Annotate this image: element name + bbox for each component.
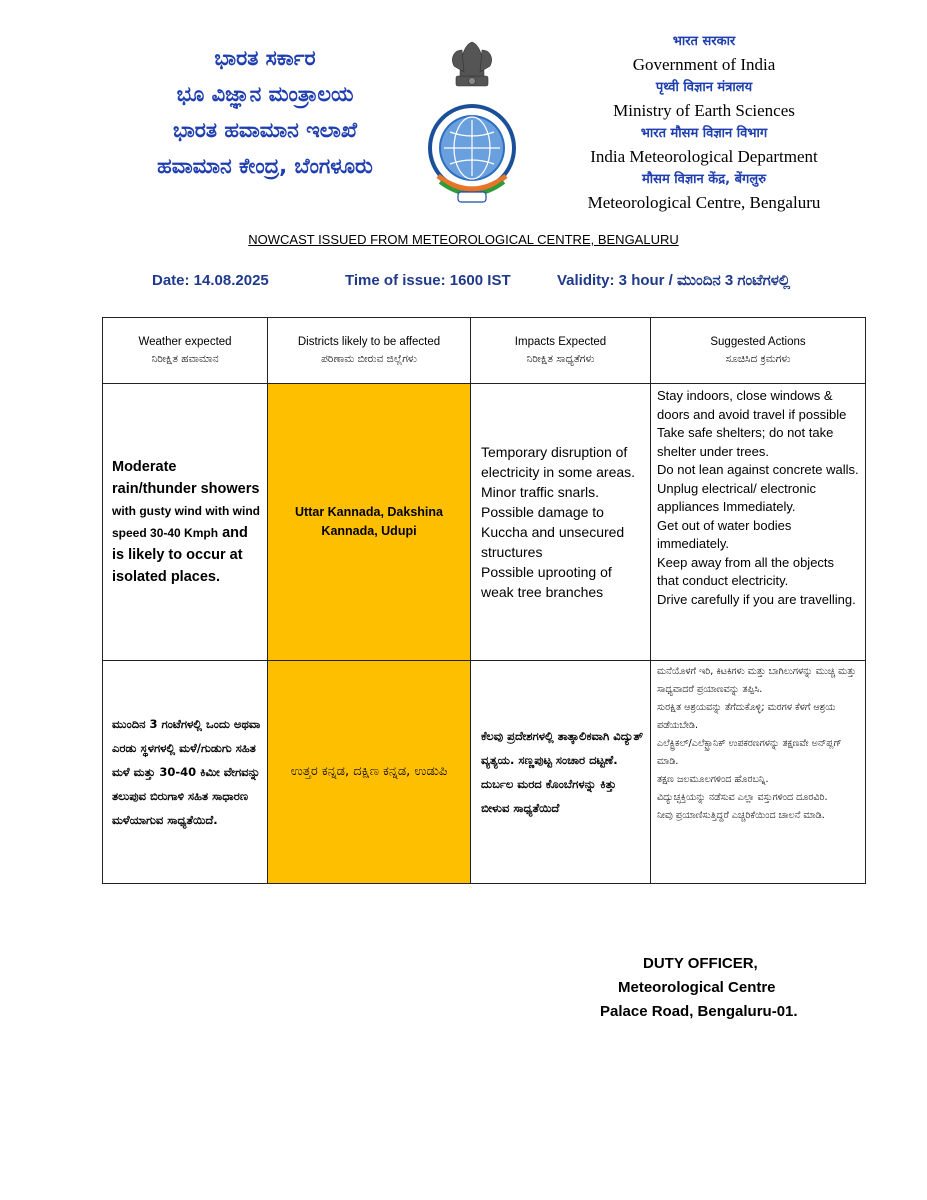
districts-kn: ಉತ್ತರ ಕನ್ನಡ, ದಕ್ಷಿಣ ಕನ್ನಡ, ಉಡುಪಿ	[268, 661, 471, 884]
signature-block	[600, 952, 798, 1024]
impacts-kn: ಕೆಲವು ಪ್ರದೇಶಗಳಲ್ಲಿ ತಾತ್ಕಾಲಿಕವಾಗಿ ವಿದ್ಯುತ್ ವ್ಯತ್ಯಯ. ಸಣ್ಣಪುಟ್ಟ ಸಂಚಾರ ದಟ್ಟಣೆ. ದುರ್ಬಲ ಮರದ ಕೊಂಬೆಗಳನ್ನು ಕಿತ್ತು ಬೀಳುವ ಸಾಧ್ಯತೆಯಿದೆ	[471, 661, 651, 884]
action-item: Stay indoors, close windows & doors and avoid travel if possible	[657, 388, 847, 422]
kannada-header-line-4: ಹವಾಮಾನ ಕೇಂದ್ರ, ಬೆಂಗಳೂರು	[157, 154, 373, 178]
hindi-line-2: पृथ्वी विज्ञान मंत्रालय	[655, 80, 753, 95]
impact-item: Possible damage to Kuccha and unsecured structures	[481, 504, 625, 560]
action-item: Unplug electrical/ electronic appliances Immediately.	[657, 480, 816, 514]
header-districts	[268, 318, 471, 384]
header-districts-kn: ಪರಿಣಾಮ ಬೀರುವ ಜಿಲ್ಲೆಗಳು	[321, 352, 417, 365]
action-item-kn: ತಕ್ಷಣ ಜಲಮೂಲಗಳಿಂದ ಹೊರಬನ್ನಿ.	[657, 774, 769, 785]
action-item-kn: ಸುರಕ್ಷಿತ ಆಶ್ರಯವನ್ನು ತೆಗೆದುಕೊಳ್ಳಿ; ಮರಗಳ ಕೆಳಗೆ ಆಶ್ರಯ ಪಡೆಯಬೇಡಿ.	[657, 702, 836, 731]
imd-emblem-icon	[420, 36, 524, 206]
kannada-header-line-1: ಭಾರತ ಸರ್ಕಾರ	[214, 46, 316, 70]
action-item-kn: ಮನೆಯೊಳಗೆ ಇರಿ, ಕಿಟಕಿಗಳು ಮತ್ತು ಬಾಗಿಲುಗಳನ್ನು ಮುಚ್ಚಿ ಮತ್ತು ಸಾಧ್ಯವಾದರೆ ಪ್ರಯಾಣವನ್ನು ತಪ್ಪಿಸಿ.	[657, 666, 857, 695]
english-line-1: Government of India	[632, 55, 776, 74]
header-actions-kn: ಸೂಚಿಸಿದ ಕ್ರಮಗಳು	[725, 352, 791, 365]
signature-line-2: Meteorological Centre	[618, 979, 776, 996]
weather-expected-kn: ಮುಂದಿನ 3 ಗಂಟೆಗಳಲ್ಲಿ ಒಂದು ಅಥವಾ ಎರಡು ಸ್ಥಳಗಳಲ್ಲಿ ಮಳೆ/ಗುಡುಗು ಸಹಿತ ಮಳೆ ಮತ್ತು 30-40 ಕಿಮೀ ವೇಗವನ್ನು ತಲುಪುವ ಬಿರುಗಾಳಿ ಸಹಿತ ಸಾಧಾರಣ ಮಳೆಯಾಗುವ ಸಾಧ್ಯತೆಯಿದೆ.	[103, 661, 268, 884]
impact-item: Temporary disruption of electricity in some areas.	[481, 444, 636, 480]
header-weather-en: Weather expected	[138, 335, 232, 348]
action-item-kn: ವಿದ್ಯುಚ್ಛಕ್ತಿಯನ್ನು ನಡೆಸುವ ಎಲ್ಲಾ ವಸ್ತುಗಳಿಂದ ದೂರವಿರಿ.	[657, 792, 828, 803]
signature-line-3: Palace Road, Bengaluru-01.	[600, 1003, 798, 1020]
header-weather	[103, 318, 268, 384]
impacts-en	[471, 384, 651, 661]
impact-item: Possible uprooting of weak tree branches	[481, 564, 612, 600]
actions-en	[651, 384, 866, 661]
actions-kn	[651, 661, 866, 884]
page-title: NOWCAST ISSUED FROM METEOROLOGICAL CENTRE, BENGALURU	[248, 232, 679, 247]
header-actions	[651, 318, 866, 384]
hindi-line-3: भारत मौसम विज्ञान विभाग	[640, 126, 768, 141]
action-item: Do not lean against concrete walls.	[657, 462, 859, 477]
validity: Validity: 3 hour / ಮುಂದಿನ 3 ಗಂಟೆಗಳಲ್ಲಿ	[557, 272, 791, 289]
weather-en-part-1: Moderate rain/thunder showers	[112, 459, 260, 497]
english-line-4: Meteorological Centre, Bengaluru	[587, 193, 821, 212]
header-actions-en: Suggested Actions	[710, 335, 806, 348]
hindi-line-4: मौसम विज्ञान केंद्र, बेंगलुरु	[642, 172, 766, 187]
action-item-kn: ಎಲೆಕ್ಟ್ರಿಕಲ್/ಎಲೆಕ್ಟ್ರಾನಿಕ್ ಉಪಕರಣಗಳನ್ನು ತಕ್ಷಣವೇ ಅನ್‌ಪ್ಲಗ್ ಮಾಡಿ.	[657, 738, 842, 767]
table-row-kannada	[103, 661, 866, 884]
header-weather-kn: ನಿರೀಕ್ಷಿತ ಹವಾಮಾನ	[151, 352, 219, 365]
action-item: Get out of water bodies immediately.	[657, 517, 792, 551]
kannada-header	[100, 40, 430, 184]
weather-en-part-3: and is likely to occur at isolated places.	[112, 525, 248, 585]
action-item: Keep away from all the objects that conduct electricity.	[657, 554, 835, 588]
english-header	[556, 30, 852, 214]
issue-time: Time of issue: 1600 IST	[345, 272, 511, 289]
nowcast-table	[102, 317, 866, 884]
header-impacts	[471, 318, 651, 384]
kannada-header-line-3: ಭಾರತ ಹವಾಮಾನ ಇಲಾಖೆ	[173, 118, 357, 142]
issue-date: Date: 14.08.2025	[152, 272, 269, 289]
action-item: Take safe shelters; do not take shelter under trees.	[657, 425, 834, 459]
districts-en: Uttar Kannada, Dakshina Kannada, Udupi	[268, 384, 471, 661]
impact-item: Minor traffic snarls.	[481, 484, 599, 500]
english-line-2: Ministry of Earth Sciences	[613, 101, 795, 120]
weather-en-part-2: with gusty wind with wind speed 30-40 Kmph	[112, 504, 260, 540]
english-line-3: India Meteorological Department	[590, 147, 818, 166]
action-item-kn: ನೀವು ಪ್ರಯಾಣಿಸುತ್ತಿದ್ದರೆ ಎಚ್ಚರಿಕೆಯಿಂದ ಚಾಲನೆ ಮಾಡಿ.	[657, 810, 825, 821]
header-districts-en: Districts likely to be affected	[297, 335, 441, 348]
signature-line-1: DUTY OFFICER,	[643, 955, 758, 972]
header-impacts-en: Impacts Expected	[514, 335, 607, 348]
action-item: Drive carefully if you are travelling.	[657, 591, 856, 607]
kannada-header-line-2: ಭೂ ವಿಜ್ಞಾನ ಮಂತ್ರಾಲಯ	[176, 82, 354, 106]
table-header-row	[103, 318, 866, 384]
table-row-english	[103, 384, 866, 661]
header-impacts-kn: ನಿರೀಕ್ಷಿತ ಸಾಧ್ಯತೆಗಳು	[526, 352, 595, 365]
weather-expected-en	[103, 384, 268, 661]
hindi-line-1: भारत सरकार	[672, 34, 736, 49]
